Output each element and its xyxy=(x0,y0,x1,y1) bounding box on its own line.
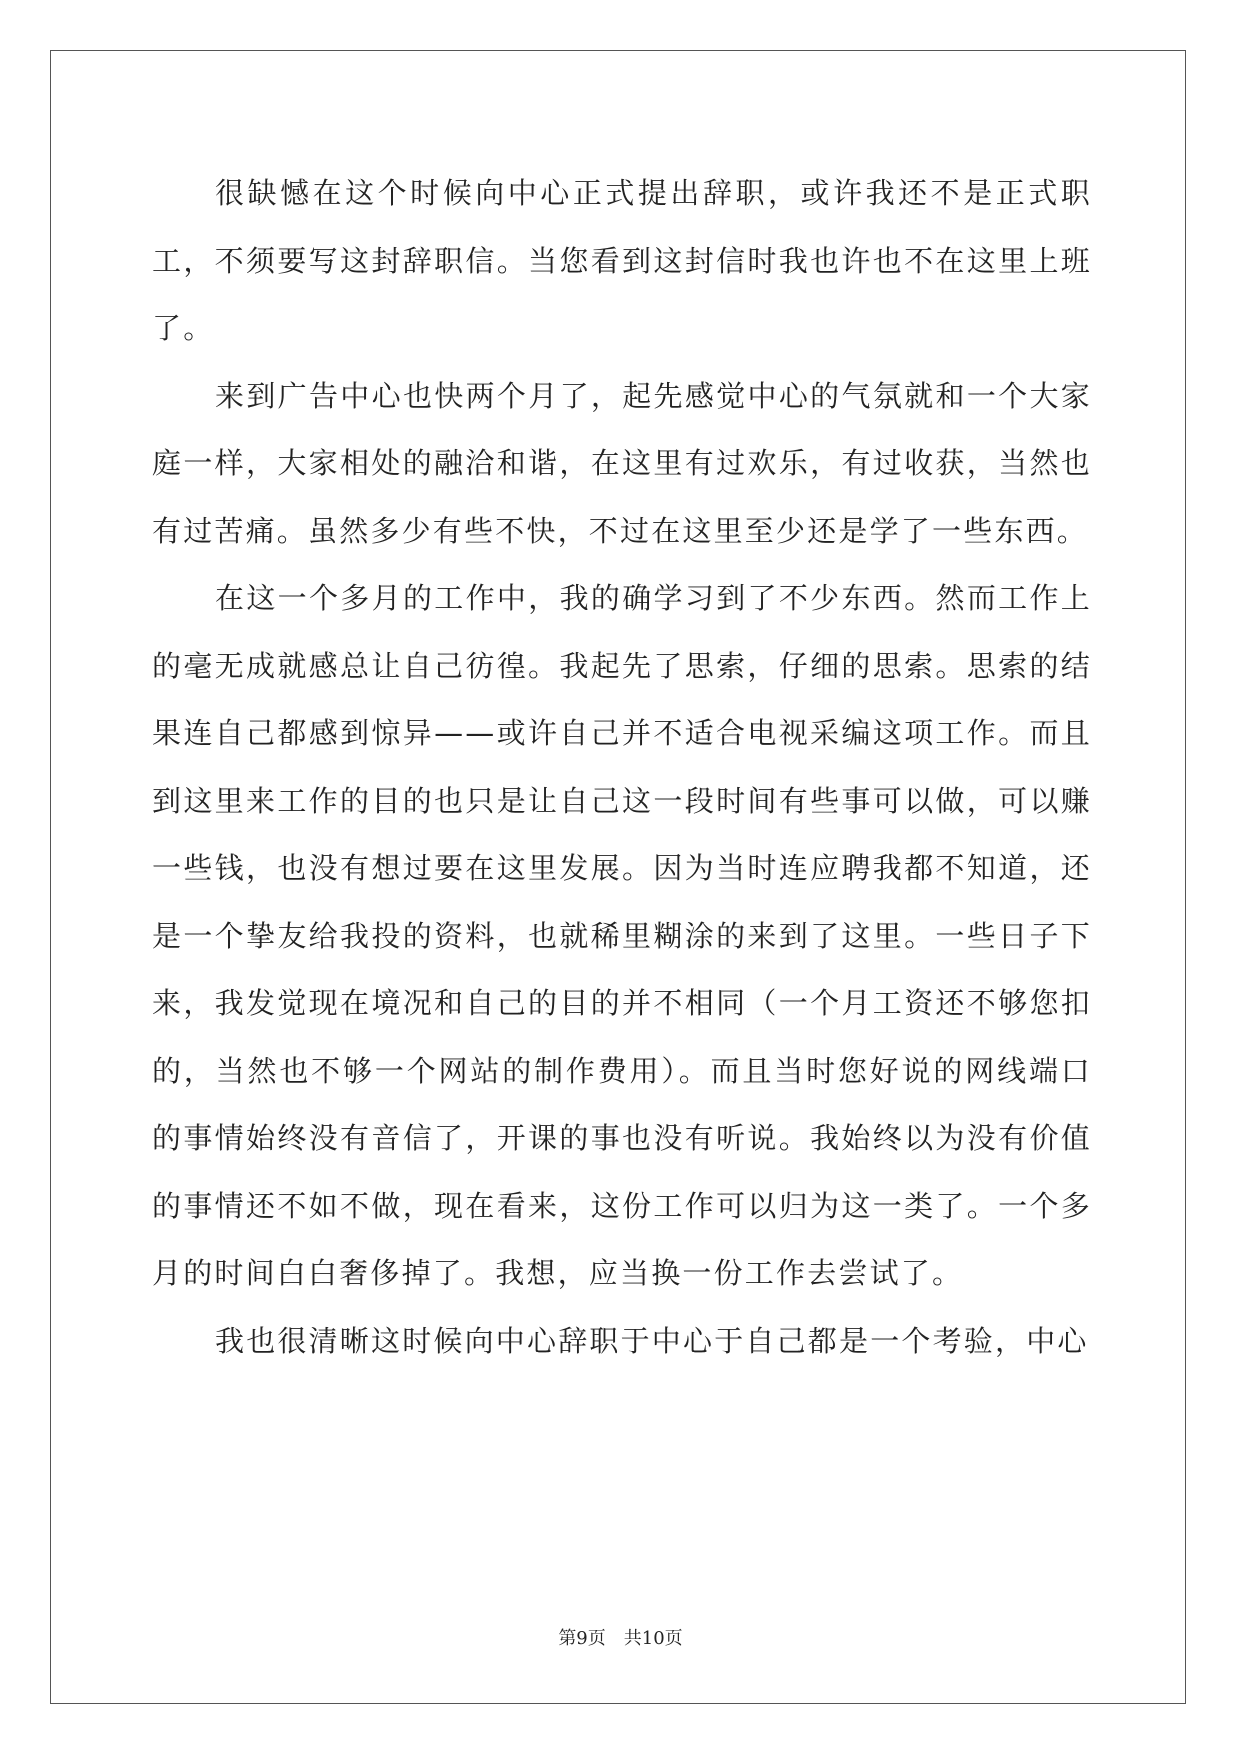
paragraph: 很缺憾在这个时候向中心正式提出辞职，或许我还不是正式职工，不须要写这封辞职信。当您看到这封信时我也许也不在这里上班了。 xyxy=(152,176,1092,345)
page-number-footer: 第9页 共10页 xyxy=(558,1628,683,1649)
document-body xyxy=(152,160,1092,1375)
paragraph: 在这一个多月的工作中，我的确学习到了不少东西。然而工作上的毫无成就感总让自己彷徨。我起先了思索，仔细的思索。思索的结果连自己都感到惊异——或许自己并不适合电视采编这项工作。而且到这里来工作的目的也只是让自己这一段时间有些事可以做，可以赚一些钱，也没有想过要在这里发展。因为当时连应聘我都不知道，还是一个挚友给我投的资料，也就稀里糊涂的来到了这里。一些日子下来，我发觉现在境况和自己的目的并不相同（一个月工资还不够您扣的，当然也不够一个网站的制作费用）。而且当时您好说的网线端口的事情始终没有音信了，开课的事也没有听说。我始终以为没有价值的事情还不如不做，现在看来，这份工作可以归为这一类了。一个多月的时间白白奢侈掉了。我想，应当换一份工作去尝试了。 xyxy=(152,581,1092,1290)
paragraph: 来到广告中心也快两个月了，起先感觉中心的气氛就和一个大家庭一样，大家相处的融洽和谐，在这里有过欢乐，有过收获，当然也有过苦痛。虽然多少有些不快，不过在这里至少还是学了一些东西。 xyxy=(152,378,1092,548)
paragraph: 我也很清晰这时候向中心辞职于中心于自己都是一个考验，中心 xyxy=(215,1323,1089,1358)
